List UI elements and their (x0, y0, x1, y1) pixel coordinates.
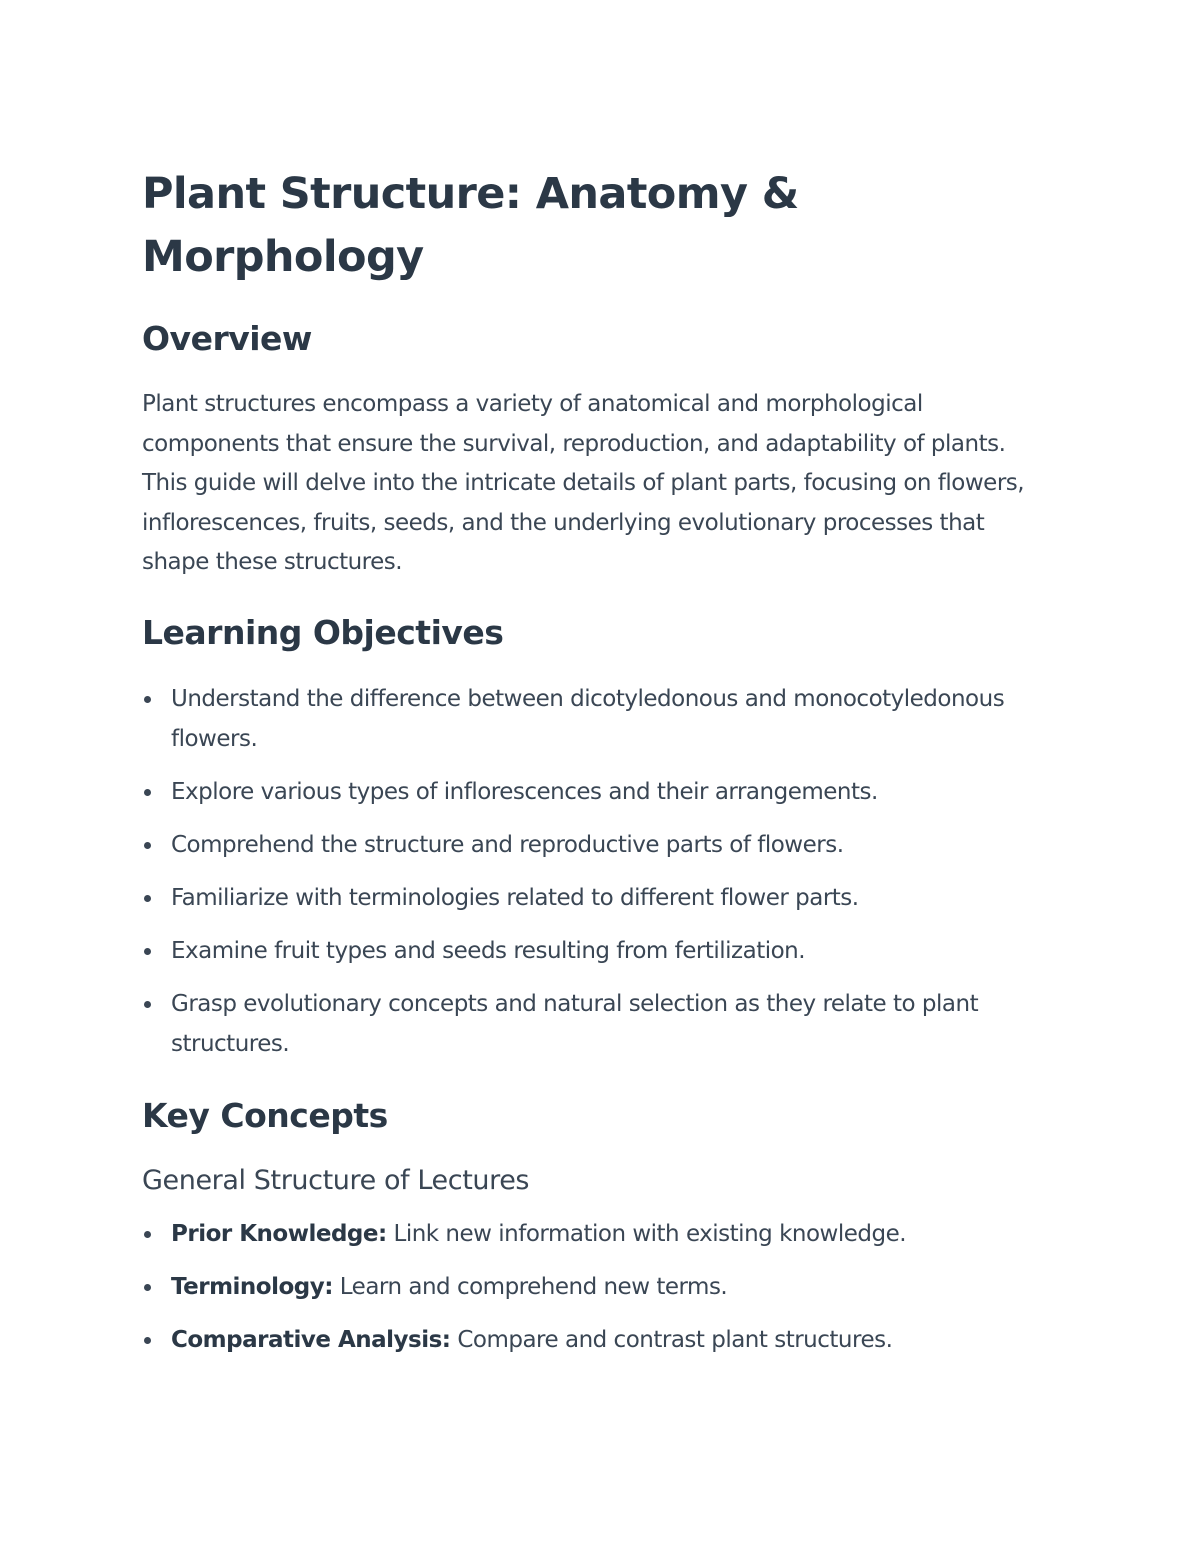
list-item: Comprehend the structure and reproductive parts of flowers. (142, 825, 1042, 865)
key-concepts-heading: Key Concepts (142, 1095, 388, 1135)
list-item: Understand the difference between dicotyledonous and monocotyledonous flowers. (142, 679, 1042, 759)
document-page (142, 163, 1042, 1390)
list-item: Grasp evolutionary concepts and natural selection as they relate to plant structures. (142, 984, 1042, 1064)
overview-heading: Overview (142, 319, 312, 358)
list-item (142, 1267, 1042, 1307)
key-concepts-section (142, 1094, 1042, 1360)
list-item-text: Link new information with existing knowledge. (386, 1220, 907, 1247)
learning-objectives-heading: Learning Objectives (142, 612, 504, 652)
list-item-text: Learn and comprehend new terms. (332, 1273, 728, 1300)
list-item-term: Terminology: (171, 1273, 333, 1300)
list-item: Familiarize with terminologies related to different flower parts. (142, 878, 1042, 918)
list-item-text: Compare and contrast plant structures. (450, 1326, 893, 1353)
list-item: Examine fruit types and seeds resulting from fertilization. (142, 931, 1042, 971)
list-item: Explore various types of inflorescences and their arrangements. (142, 772, 1042, 812)
learning-objectives-section (142, 611, 1042, 1064)
overview-paragraph: Plant structures encompass a variety of anatomical and morphological components that ensure the survival, reproduction, and adaptability of plants. This guide will delve into the intricate details of plant parts, focusing on flowers, inflorescences, fruits, seeds, and the underlying evolutionary processes that shape these structures. (142, 391, 1025, 575)
page-title: Plant Structure: Anatomy & Morphology (142, 169, 799, 282)
list-item (142, 1214, 1042, 1254)
general-structure-subheading: General Structure of Lectures (142, 1164, 530, 1196)
list-item-term: Comparative Analysis: (171, 1326, 451, 1353)
key-concepts-list (142, 1214, 1042, 1360)
list-item-term: Prior Knowledge: (171, 1220, 387, 1247)
list-item (142, 1320, 1042, 1360)
learning-objectives-list (142, 679, 1042, 1064)
overview-section (142, 317, 1042, 583)
